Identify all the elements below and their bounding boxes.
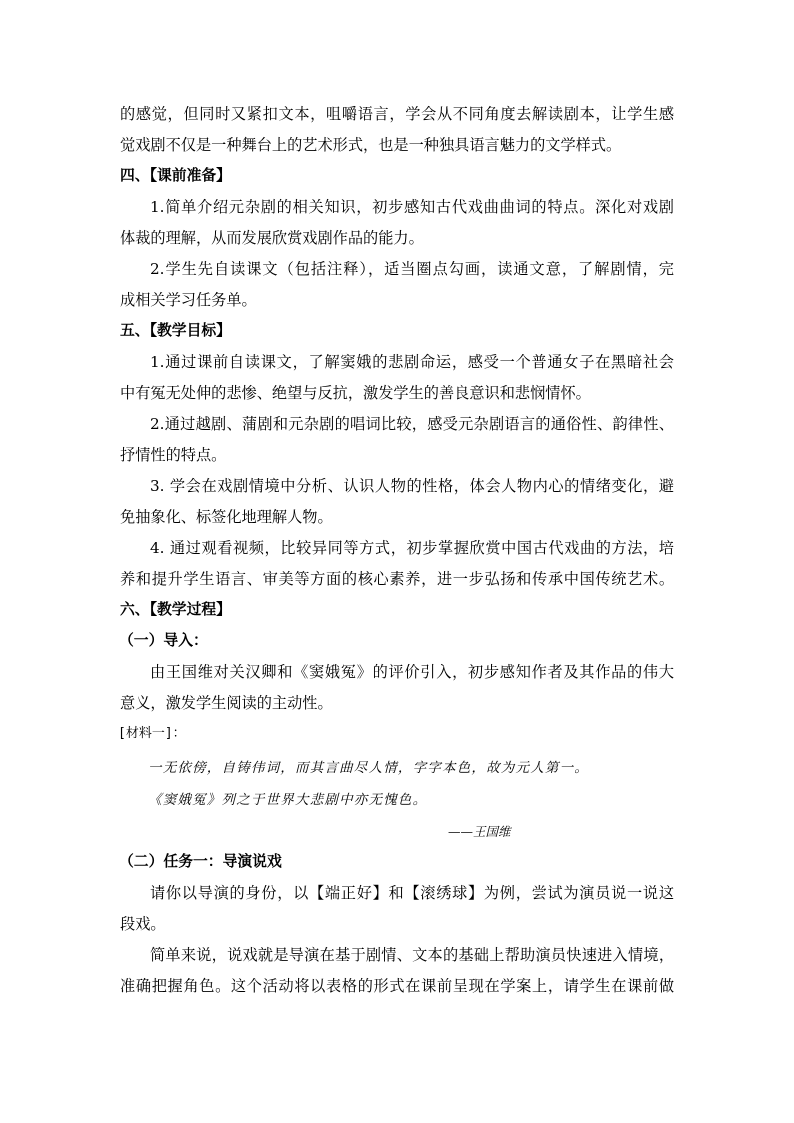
subsection-heading-task-one: （二）任务一：导演说戏 — [119, 853, 282, 870]
paragraph-line: 成相关学习任务单。 — [120, 291, 257, 309]
paragraph-line: 1.通过课前自读课文，了解窦娥的悲剧命运，感受一个普通女子在黑暗社会 — [150, 353, 674, 371]
quote-attribution: ——王国维 — [448, 824, 511, 839]
paragraph-line: 简单来说，说戏就是导演在基于剧情、文本的基础上帮助演员快速进入情境， — [150, 946, 674, 964]
paragraph-line: 由王国维对关汉卿和《窦娥冤》的评价引入，初步感知作者及其作品的伟大 — [150, 663, 674, 681]
paragraph-line: 中有冤无处伸的悲惨、绝望与反抗，激发学生的善良意识和悲悯情怀。 — [120, 384, 591, 402]
material-label: [材料一]： — [118, 726, 186, 741]
paragraph-line: 准确把握角色。这个活动将以表格的形式在课前呈现在学案上，请学生在课前做 — [120, 977, 674, 995]
paragraph-line: 1.简单介绍元杂剧的相关知识，初步感知古代戏曲曲词的特点。深化对戏剧 — [150, 198, 674, 216]
paragraph-line: 请你以导演的身份，以【端正好】和【滚绣球】为例，尝试为演员说一说这 — [150, 884, 674, 902]
paragraph-line: 3. 学会在戏剧情境中分析、认识人物的性格，体会人物内心的情绪变化，避 — [150, 477, 674, 495]
section-heading-process: 六、【教学过程】 — [120, 601, 231, 618]
paragraph-line: 抒情性的特点。 — [120, 446, 227, 464]
paragraph-line: 段戏。 — [120, 915, 166, 933]
paragraph-line: 4. 通过观看视频，比较异同等方式，初步掌握欣赏中国古代戏曲的方法，培 — [150, 539, 674, 557]
section-heading-objectives: 五、【教学目标】 — [120, 322, 231, 339]
section-heading-preparation: 四、【课前准备】 — [120, 167, 231, 184]
quote-line: 一无依傍，自铸伟词，而其言曲尽人情，字字本色，故为元人第一。 — [148, 760, 589, 776]
paragraph-line: 意义，激发学生阅读的主动性。 — [120, 694, 333, 712]
paragraph-line: 体裁的理解，从而发展欣赏戏剧作品的能力。 — [120, 229, 424, 247]
paragraph-line: 的感觉，但同时又紧扣文本，咀嚼语言，学会从不同角度去解读剧本，让学生感 — [120, 105, 674, 123]
paragraph-line: 养和提升学生语言、审美等方面的核心素养，进一步弘扬和传承中国传统艺术。 — [120, 570, 674, 588]
paragraph-line: 觉戏剧不仅是一种舞台上的艺术形式，也是一种独具语言魅力的文学样式。 — [120, 136, 622, 154]
paragraph-line: 2.通过越剧、蒲剧和元杂剧的唱词比较，感受元杂剧语言的通俗性、韵律性、 — [150, 415, 674, 433]
paragraph-line: 2.学生先自读课文（包括注释），适当圈点勾画，读通文意，了解剧情，完 — [150, 260, 674, 278]
subsection-heading-intro: （一）导入： — [119, 632, 208, 649]
paragraph-line: 免抽象化、标签化地理解人物。 — [120, 508, 333, 526]
quote-line: 《窦娥冤》列之于世界大悲剧中亦无愧色。 — [148, 792, 428, 808]
